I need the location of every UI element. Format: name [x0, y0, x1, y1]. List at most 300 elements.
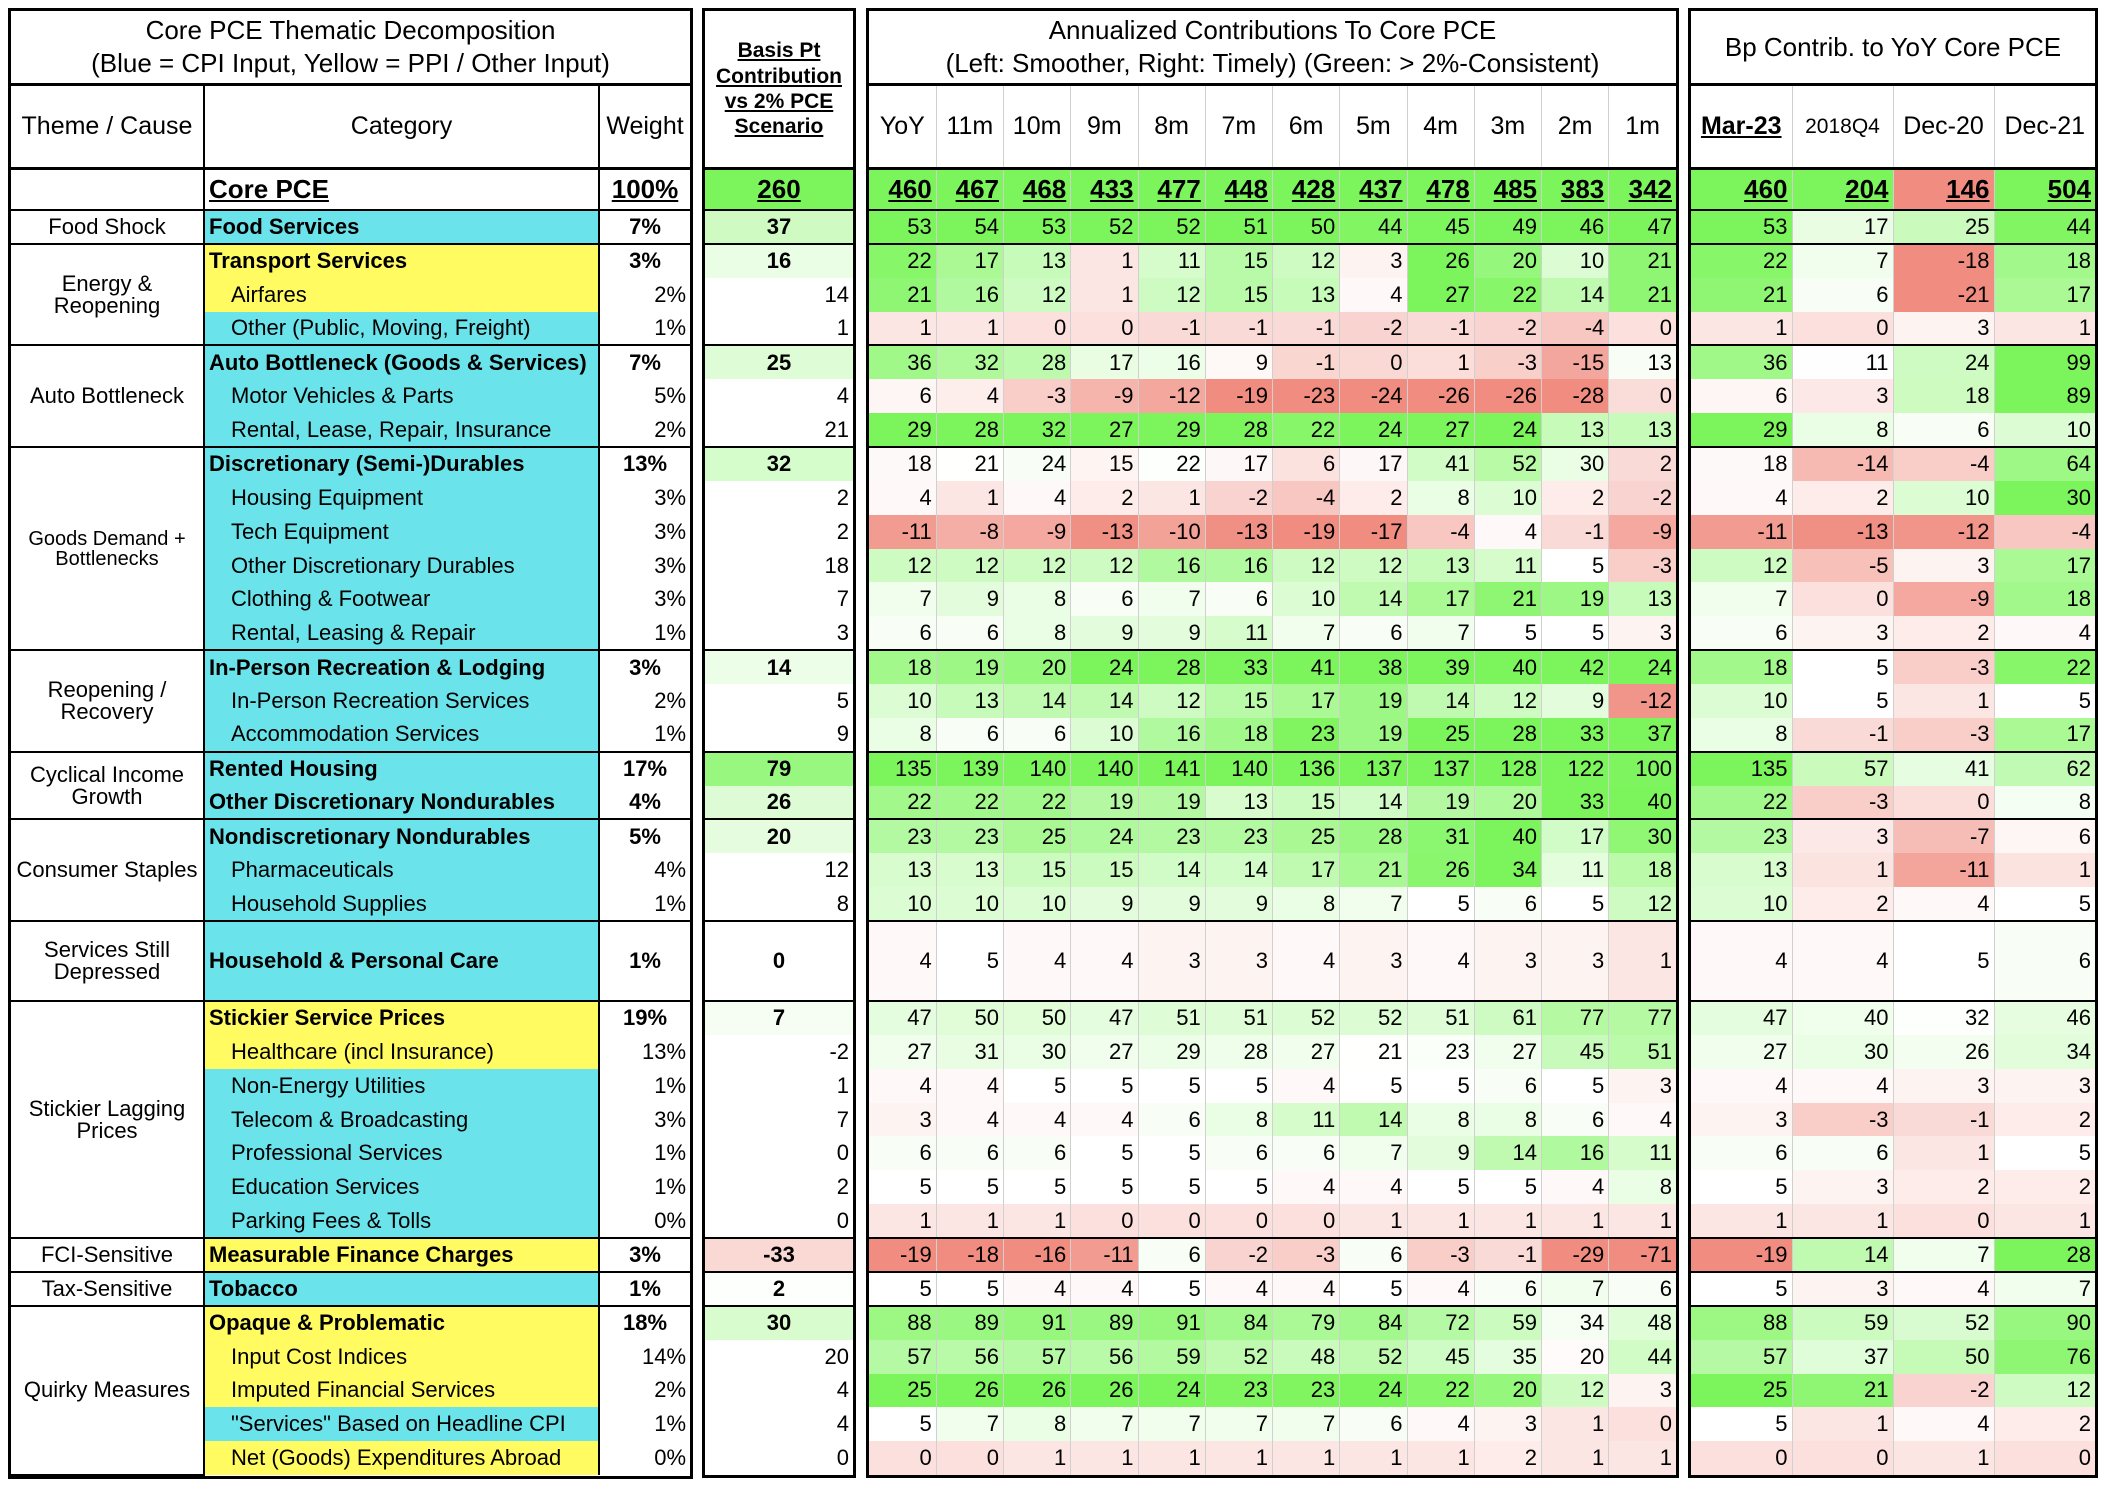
- weight-cell: 1%: [654, 1411, 687, 1437]
- table-row: [869, 244, 1676, 278]
- annualized-cell: 1: [1205, 1441, 1272, 1475]
- annualized-cell: 6: [1474, 887, 1541, 921]
- yoy-cell: 8: [1994, 786, 2095, 820]
- annualized-cell: 27: [1407, 413, 1474, 447]
- bp-cell: 20: [824, 1343, 849, 1369]
- yoy-cell: 88: [1691, 1306, 1792, 1340]
- annualized-cell: 12: [1138, 278, 1205, 312]
- yoy-cell: 0: [1994, 1441, 2095, 1475]
- period-header: 10m: [1004, 84, 1071, 168]
- bp-cell: 1: [836, 1072, 849, 1098]
- yoy-cell: 34: [1994, 1035, 2095, 1069]
- annualized-cell: 23: [1273, 1374, 1340, 1408]
- table-row: [869, 582, 1676, 616]
- yoy-cell: 4: [1893, 1407, 1994, 1441]
- yoy-cell: 460: [1691, 168, 1792, 210]
- annualized-cell: 2: [1609, 447, 1676, 481]
- annualized-cell: 34: [1474, 853, 1541, 887]
- annualized-cell: -3: [1273, 1238, 1340, 1272]
- yoy-cell: 1: [1893, 684, 1994, 718]
- yoy-cell: 10: [1691, 684, 1792, 718]
- annualized-cell: 3: [1340, 921, 1407, 1001]
- yoy-cell: 90: [1994, 1306, 2095, 1340]
- yoy-cell: -4: [1893, 447, 1994, 481]
- annualized-cell: 4: [936, 379, 1003, 413]
- weight-cell: 17%: [622, 756, 668, 782]
- annualized-cell: 5: [1071, 1069, 1138, 1103]
- annualized-cell: 24: [1474, 413, 1541, 447]
- annualized-cell: 5: [1407, 1069, 1474, 1103]
- category-cell: Core PCE: [204, 168, 599, 210]
- annualized-cell: 4: [869, 481, 936, 515]
- table-row: [705, 1272, 853, 1306]
- bp-cell: -33: [705, 1238, 853, 1272]
- table-row: [1691, 853, 2095, 887]
- table-row: [1691, 312, 2095, 346]
- yoy-cell: -3: [1893, 718, 1994, 752]
- yoy-cell: -19: [1691, 1238, 1792, 1272]
- annualized-cell: 50: [1273, 210, 1340, 244]
- category-cell: Tech Equipment: [204, 515, 599, 549]
- annualized-cell: 8: [1004, 582, 1071, 616]
- annualized-cell: 28: [1205, 1035, 1272, 1069]
- annualized-cell: 140: [1004, 752, 1071, 786]
- weight-cell: 7%: [629, 213, 661, 239]
- annualized-cell: 4: [1004, 1103, 1071, 1137]
- weight-cell: 18%: [622, 1310, 668, 1336]
- annualized-cell: 1: [936, 481, 1003, 515]
- category-cell: Nondiscretionary Nondurables: [204, 819, 599, 853]
- bp-cell: 2: [836, 484, 849, 510]
- yoy-cell: 3: [1893, 549, 1994, 583]
- annualized-cell: 33: [1542, 718, 1609, 752]
- table-row: [705, 1001, 853, 1035]
- annualized-cell: 26: [1407, 853, 1474, 887]
- annualized-cell: -24: [1340, 379, 1407, 413]
- annualized-cell: 22: [1138, 447, 1205, 481]
- bp-table: [705, 11, 853, 1475]
- annualized-cell: 16: [1138, 549, 1205, 583]
- annualized-cell: 47: [1609, 210, 1676, 244]
- table-row: [705, 752, 853, 786]
- annualized-cell: 15: [1205, 244, 1272, 278]
- category-cell: Pharmaceuticals: [204, 853, 599, 887]
- annualized-cell: 24: [1340, 1374, 1407, 1408]
- yoy-cell: 1: [1792, 1407, 1893, 1441]
- bp-panel: [702, 8, 856, 1478]
- annualized-cell: 12: [1138, 684, 1205, 718]
- annualized-cell: 21: [1340, 1035, 1407, 1069]
- annualized-cell: 28: [1340, 819, 1407, 853]
- weight-cell: 5%: [629, 823, 661, 849]
- annualized-cell: 84: [1205, 1306, 1272, 1340]
- yoy-cell: 1: [1994, 1204, 2095, 1238]
- annualized-cell: 25: [1407, 718, 1474, 752]
- yoy-cell: 40: [1792, 1001, 1893, 1035]
- table-row: [705, 1374, 853, 1408]
- weight-cell: 13%: [622, 451, 668, 477]
- yoy-cell: 6: [1691, 379, 1792, 413]
- annualized-cell: 49: [1474, 210, 1541, 244]
- bp-cell: 0: [836, 1445, 849, 1471]
- annualized-cell: 4: [1273, 1272, 1340, 1306]
- table-row: [1691, 650, 2095, 684]
- annualized-cell: 13: [1004, 244, 1071, 278]
- annualized-cell: 15: [1071, 853, 1138, 887]
- theme-label: Stickier Lagging Prices: [11, 1001, 204, 1238]
- annualized-cell: 12: [1004, 278, 1071, 312]
- yoy-cell: 1: [1893, 1136, 1994, 1170]
- annualized-cell: -26: [1474, 379, 1541, 413]
- annualized-cell: 0: [936, 1441, 1003, 1475]
- annualized-cell: 53: [869, 210, 936, 244]
- annualized-cell: 23: [936, 819, 1003, 853]
- annualized-cell: 18: [869, 650, 936, 684]
- period-header: 6m: [1273, 84, 1340, 168]
- yoy-panel: [1688, 8, 2098, 1478]
- annualized-cell: -26: [1407, 379, 1474, 413]
- annualized-cell: 22: [1474, 278, 1541, 312]
- yoy-cell: 64: [1994, 447, 2095, 481]
- annualized-cell: 478: [1407, 168, 1474, 210]
- table-row: [705, 549, 853, 583]
- category-cell: Transport Services: [204, 244, 599, 278]
- table-row: [705, 312, 853, 346]
- yoy-cell: 30: [1994, 481, 2095, 515]
- annualized-cell: 19: [1138, 786, 1205, 820]
- annualized-cell: 20: [1004, 650, 1071, 684]
- yoy-cell: 12: [1994, 1374, 2095, 1408]
- table-row: [869, 684, 1676, 718]
- annualized-cell: 12: [1273, 549, 1340, 583]
- table-row: [1691, 379, 2095, 413]
- theme-label: Food Shock: [11, 210, 204, 244]
- category-cell: Accommodation Services: [204, 718, 599, 752]
- table-row: [869, 1136, 1676, 1170]
- annualized-cell: 20: [1542, 1340, 1609, 1374]
- annualized-cell: 0: [1205, 1204, 1272, 1238]
- core-pce-row: [705, 168, 853, 210]
- table-row: [705, 278, 853, 312]
- annualized-cell: 44: [1609, 1340, 1676, 1374]
- yoy-col-header: Dec-21: [2004, 111, 2086, 140]
- annualized-cell: 3: [1138, 921, 1205, 1001]
- annualized-cell: 5: [1340, 1069, 1407, 1103]
- table-row: [1691, 1001, 2095, 1035]
- annualized-cell: 7: [1273, 616, 1340, 650]
- yoy-cell: 28: [1994, 1238, 2095, 1272]
- yoy-cell: -21: [1893, 278, 1994, 312]
- annualized-cell: 11: [1138, 244, 1205, 278]
- annualized-cell: 10: [1004, 887, 1071, 921]
- weight-cell: 3%: [654, 552, 687, 578]
- category-cell: Other (Public, Moving, Freight): [204, 312, 599, 346]
- annualized-cell: 6: [1340, 1238, 1407, 1272]
- table-row: [1691, 718, 2095, 752]
- weight-cell: 0%: [654, 1445, 687, 1471]
- annualized-cell: 46: [1542, 210, 1609, 244]
- annualized-cell: 5: [1138, 1069, 1205, 1103]
- yoy-cell: 6: [1994, 921, 2095, 1001]
- weight-cell: 3%: [654, 518, 687, 544]
- table-row: [869, 481, 1676, 515]
- table-row: [1691, 210, 2095, 244]
- annualized-cell: 5: [1205, 1170, 1272, 1204]
- annualized-cell: 9: [1071, 616, 1138, 650]
- table-row: [869, 1170, 1676, 1204]
- annualized-cell: 0: [1071, 312, 1138, 346]
- table-row: [705, 413, 853, 447]
- period-header: 8m: [1138, 84, 1205, 168]
- annualized-cell: 6: [1474, 1272, 1541, 1306]
- yoy-cell: 5: [1893, 921, 1994, 1001]
- annualized-cell: 383: [1542, 168, 1609, 210]
- annualized-cell: 17: [1071, 345, 1138, 379]
- annualized-cell: 8: [1609, 1170, 1676, 1204]
- bp-cell: 5: [836, 687, 849, 713]
- annualized-cell: 1: [869, 312, 936, 346]
- annualized-cell: 8: [1273, 887, 1340, 921]
- yoy-cell: 36: [1691, 345, 1792, 379]
- yoy-cell: 4: [1792, 1069, 1893, 1103]
- annualized-cell: 88: [869, 1306, 936, 1340]
- table-row: [705, 1306, 853, 1340]
- yoy-cell: 2: [1994, 1103, 2095, 1137]
- annualized-cell: 6: [869, 616, 936, 650]
- annualized-cell: 7: [869, 582, 936, 616]
- bp-cell: 2: [705, 1272, 853, 1306]
- yoy-cell: -11: [1893, 853, 1994, 887]
- annualized-cell: 4: [1340, 278, 1407, 312]
- table-row: [869, 819, 1676, 853]
- table-row: [869, 447, 1676, 481]
- yoy-cell: 6: [1691, 1136, 1792, 1170]
- annualized-cell: 23: [1273, 718, 1340, 752]
- annualized-cell: 52: [1273, 1001, 1340, 1035]
- annualized-cell: 28: [1004, 345, 1071, 379]
- category-cell: Telecom & Broadcasting: [204, 1103, 599, 1137]
- annualized-cell: 21: [869, 278, 936, 312]
- bp-cell: 0: [836, 1140, 849, 1166]
- annualized-cell: 21: [1609, 278, 1676, 312]
- annualized-cell: 12: [1474, 684, 1541, 718]
- annualized-cell: 41: [1273, 650, 1340, 684]
- annualized-cell: 6: [1138, 1103, 1205, 1137]
- annualized-cell: 79: [1273, 1306, 1340, 1340]
- bp-cell: 14: [705, 650, 853, 684]
- weight-cell: 7%: [629, 349, 661, 375]
- yoy-cell: 146: [1893, 168, 1994, 210]
- table-row: [705, 582, 853, 616]
- annualized-cell: 23: [1205, 1374, 1272, 1408]
- annualized-cell: 10: [869, 887, 936, 921]
- yoy-cell: 3: [1792, 819, 1893, 853]
- annualized-cell: 6: [936, 718, 1003, 752]
- weight-cell: 1%: [654, 1140, 687, 1166]
- table-row: [869, 1069, 1676, 1103]
- annualized-cell: 11: [1609, 1136, 1676, 1170]
- table-row: [869, 515, 1676, 549]
- yoy-cell: 3: [1893, 312, 1994, 346]
- annualized-cell: 28: [1138, 650, 1205, 684]
- annualized-cell: 19: [1340, 684, 1407, 718]
- annualized-cell: 14: [1542, 278, 1609, 312]
- yoy-cell: -1: [1792, 718, 1893, 752]
- annualized-cell: -1: [1138, 312, 1205, 346]
- weight-cell: 19%: [622, 1005, 668, 1031]
- annualized-cell: 8: [869, 718, 936, 752]
- annualized-cell: -1: [1205, 312, 1272, 346]
- annualized-cell: 1: [1273, 1441, 1340, 1475]
- annualized-cell: 6: [869, 379, 936, 413]
- annualized-cell: 1: [1474, 1204, 1541, 1238]
- yoy-cell: 2: [1792, 887, 1893, 921]
- annualized-title: [869, 11, 1676, 84]
- annualized-cell: 7: [1138, 582, 1205, 616]
- yoy-cell: 21: [1691, 278, 1792, 312]
- annualized-cell: 4: [1609, 1103, 1676, 1137]
- annualized-cell: 54: [936, 210, 1003, 244]
- annualized-cell: 6: [1340, 616, 1407, 650]
- table-row: [705, 1170, 853, 1204]
- annualized-cell: 45: [1542, 1035, 1609, 1069]
- yoy-cell: -3: [1792, 786, 1893, 820]
- annualized-cell: 6: [1205, 582, 1272, 616]
- category-cell: Tobacco: [204, 1272, 599, 1306]
- category-cell: In-Person Recreation Services: [204, 684, 599, 718]
- table-row: [869, 1441, 1676, 1475]
- annualized-cell: 56: [936, 1340, 1003, 1374]
- table-row: [1691, 244, 2095, 278]
- table-row: [705, 887, 853, 921]
- annualized-cell: 52: [1340, 1340, 1407, 1374]
- yoy-cell: 13: [1691, 853, 1792, 887]
- bp-cell: 7: [705, 1001, 853, 1035]
- yoy-cell: 11: [1792, 345, 1893, 379]
- annualized-cell: -1: [1407, 312, 1474, 346]
- annualized-cell: 47: [1071, 1001, 1138, 1035]
- annualized-cell: 9: [1205, 887, 1272, 921]
- table-row: [869, 718, 1676, 752]
- annualized-cell: 8: [1004, 616, 1071, 650]
- annualized-cell: 16: [1542, 1136, 1609, 1170]
- yoy-cell: 46: [1994, 1001, 2095, 1035]
- weight-cell: 0%: [654, 1207, 687, 1233]
- yoy-cell: 23: [1691, 819, 1792, 853]
- annualized-cell: 13: [1609, 413, 1676, 447]
- annualized-cell: 7: [1273, 1407, 1340, 1441]
- table-row: [1691, 1136, 2095, 1170]
- table-row: [1691, 1374, 2095, 1408]
- annualized-cell: 3: [1474, 1407, 1541, 1441]
- weight-cell: 2%: [654, 1377, 687, 1403]
- yoy-table: [1691, 11, 2095, 1475]
- annualized-cell: 5: [1542, 549, 1609, 583]
- yoy-cell: 10: [1893, 481, 1994, 515]
- table-row: [11, 244, 690, 278]
- annualized-cell: 5: [1542, 887, 1609, 921]
- annualized-cell: 19: [1407, 786, 1474, 820]
- annualized-cell: 17: [1273, 684, 1340, 718]
- annualized-cell: 9: [1071, 887, 1138, 921]
- annualized-cell: 25: [869, 1374, 936, 1408]
- table-row: [869, 379, 1676, 413]
- yoy-title: Bp Contrib. to YoY Core PCE: [1724, 31, 2062, 62]
- annualized-cell: 9: [1138, 887, 1205, 921]
- annualized-cell: 10: [1273, 582, 1340, 616]
- yoy-cell: 99: [1994, 345, 2095, 379]
- annualized-cell: 1: [1071, 278, 1138, 312]
- table-row: [869, 1001, 1676, 1035]
- weight-cell: 1%: [654, 1174, 687, 1200]
- annualized-cell: 41: [1407, 447, 1474, 481]
- table-row: [705, 1238, 853, 1272]
- annualized-cell: 448: [1205, 168, 1272, 210]
- annualized-cell: 36: [869, 345, 936, 379]
- yoy-cell: 0: [1792, 312, 1893, 346]
- annualized-cell: 9: [1138, 616, 1205, 650]
- annualized-cell: 22: [936, 786, 1003, 820]
- theme-label: Tax-Sensitive: [11, 1272, 204, 1306]
- period-header: 5m: [1340, 84, 1407, 168]
- annualized-cell: 7: [1071, 1407, 1138, 1441]
- yoy-cell: 18: [1994, 244, 2095, 278]
- annualized-cell: 8: [1205, 1103, 1272, 1137]
- annualized-cell: -1: [1542, 515, 1609, 549]
- yoy-cell: 5: [1691, 1272, 1792, 1306]
- table-row: [1691, 819, 2095, 853]
- annualized-cell: 11: [1474, 549, 1541, 583]
- table-row: [869, 1204, 1676, 1238]
- annualized-cell: 12: [936, 549, 1003, 583]
- annualized-cell: -2: [1205, 1238, 1272, 1272]
- annualized-cell: 91: [1004, 1306, 1071, 1340]
- annualized-cell: -17: [1340, 515, 1407, 549]
- annualized-cell: 14: [1340, 582, 1407, 616]
- yoy-cell: 41: [1893, 752, 1994, 786]
- annualized-cell: 31: [1407, 819, 1474, 853]
- yoy-cell: 2: [1994, 1407, 2095, 1441]
- annualized-cell: 26: [1407, 244, 1474, 278]
- table-row: [869, 1374, 1676, 1408]
- annualized-cell: 52: [1138, 210, 1205, 244]
- annualized-cell: 40: [1474, 650, 1541, 684]
- annualized-cell: -18: [936, 1238, 1003, 1272]
- annualized-cell: 4: [869, 1069, 936, 1103]
- core-pce-row: [11, 168, 690, 210]
- table-row: [1691, 616, 2095, 650]
- weight-cell: 5%: [654, 383, 687, 409]
- table-row: [705, 1204, 853, 1238]
- annualized-cell: 9: [1205, 345, 1272, 379]
- theme-label: Quirky Measures: [11, 1306, 204, 1475]
- table-row: [1691, 582, 2095, 616]
- annualized-cell: 14: [1004, 684, 1071, 718]
- bp-cell: 12: [824, 857, 849, 883]
- annualized-cell: 27: [869, 1035, 936, 1069]
- annualized-cell: 6: [1004, 1136, 1071, 1170]
- annualized-cell: 9: [1407, 1136, 1474, 1170]
- annualized-cell: -2: [1609, 481, 1676, 515]
- table-row: [705, 1069, 853, 1103]
- annualized-cell: 3: [869, 1103, 936, 1137]
- yoy-cell: 18: [1691, 650, 1792, 684]
- yoy-cell: 0: [1893, 1204, 1994, 1238]
- weight-cell: 3%: [629, 654, 661, 680]
- annualized-cell: 35: [1474, 1340, 1541, 1374]
- bp-cell: 0: [836, 1207, 849, 1233]
- bp-cell: 20: [705, 819, 853, 853]
